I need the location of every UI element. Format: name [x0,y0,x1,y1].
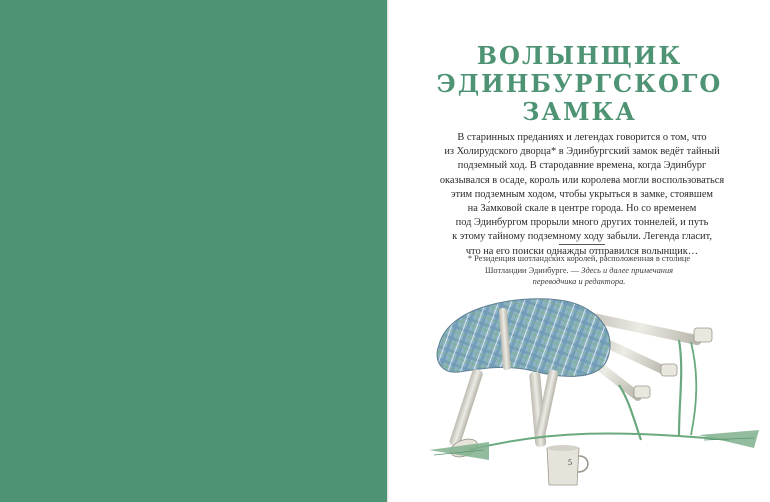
page-number: 5 [568,458,572,467]
body-line: подземный ход. В стародавние времена, когда Эдинбург [457,160,707,172]
footnote-line [419,276,739,288]
right-page [389,0,770,502]
footnote-text: Шотландии Эдинбурге. — [484,265,582,275]
tartan-bag [437,299,610,377]
footnote-line: * Резиденция шотландских королей, расположенная в столице [467,254,691,263]
body-line: на За́мковой скале в центре города. Но со временем [467,203,697,215]
body-line: под Эдинбургом прорыли много других тоннелей, и путь [455,217,709,229]
footnote-italic: переводчика и редактора. [532,277,626,286]
body-line: этим подземным ходом, чтобы укрыться в замке, стоявшем [450,188,714,200]
cord [691,342,696,435]
body-line: что на его поиски однажды отправился волынщик… [465,245,699,257]
page-title [389,42,770,126]
footnote-divider [559,244,605,245]
body-line: В старинных преданиях и легендах говорится о том, что [457,132,707,143]
cord [469,433,729,450]
body-paragraph [437,131,727,259]
footnote [419,253,739,288]
body-line: к этому тайному подземному ходу забыли. Легенда гласит, [452,231,712,243]
title-line: ЭДИНБУРГСКОГО [436,69,723,98]
body-line: из Холирудского дворца* в Эдинбургский замок ведёт тайный [444,146,720,158]
body-line: оказывался в осаде, король или королева могли воспользоваться [439,174,725,186]
bagpipes-illustration [429,290,769,495]
title-line: ВОЛЫНЩИК [476,41,683,70]
title-line: ЗАМКА [522,97,637,126]
footnote-italic: Здесь и далее примечания [581,265,674,275]
cord [679,340,681,435]
footnote-line [419,265,739,277]
